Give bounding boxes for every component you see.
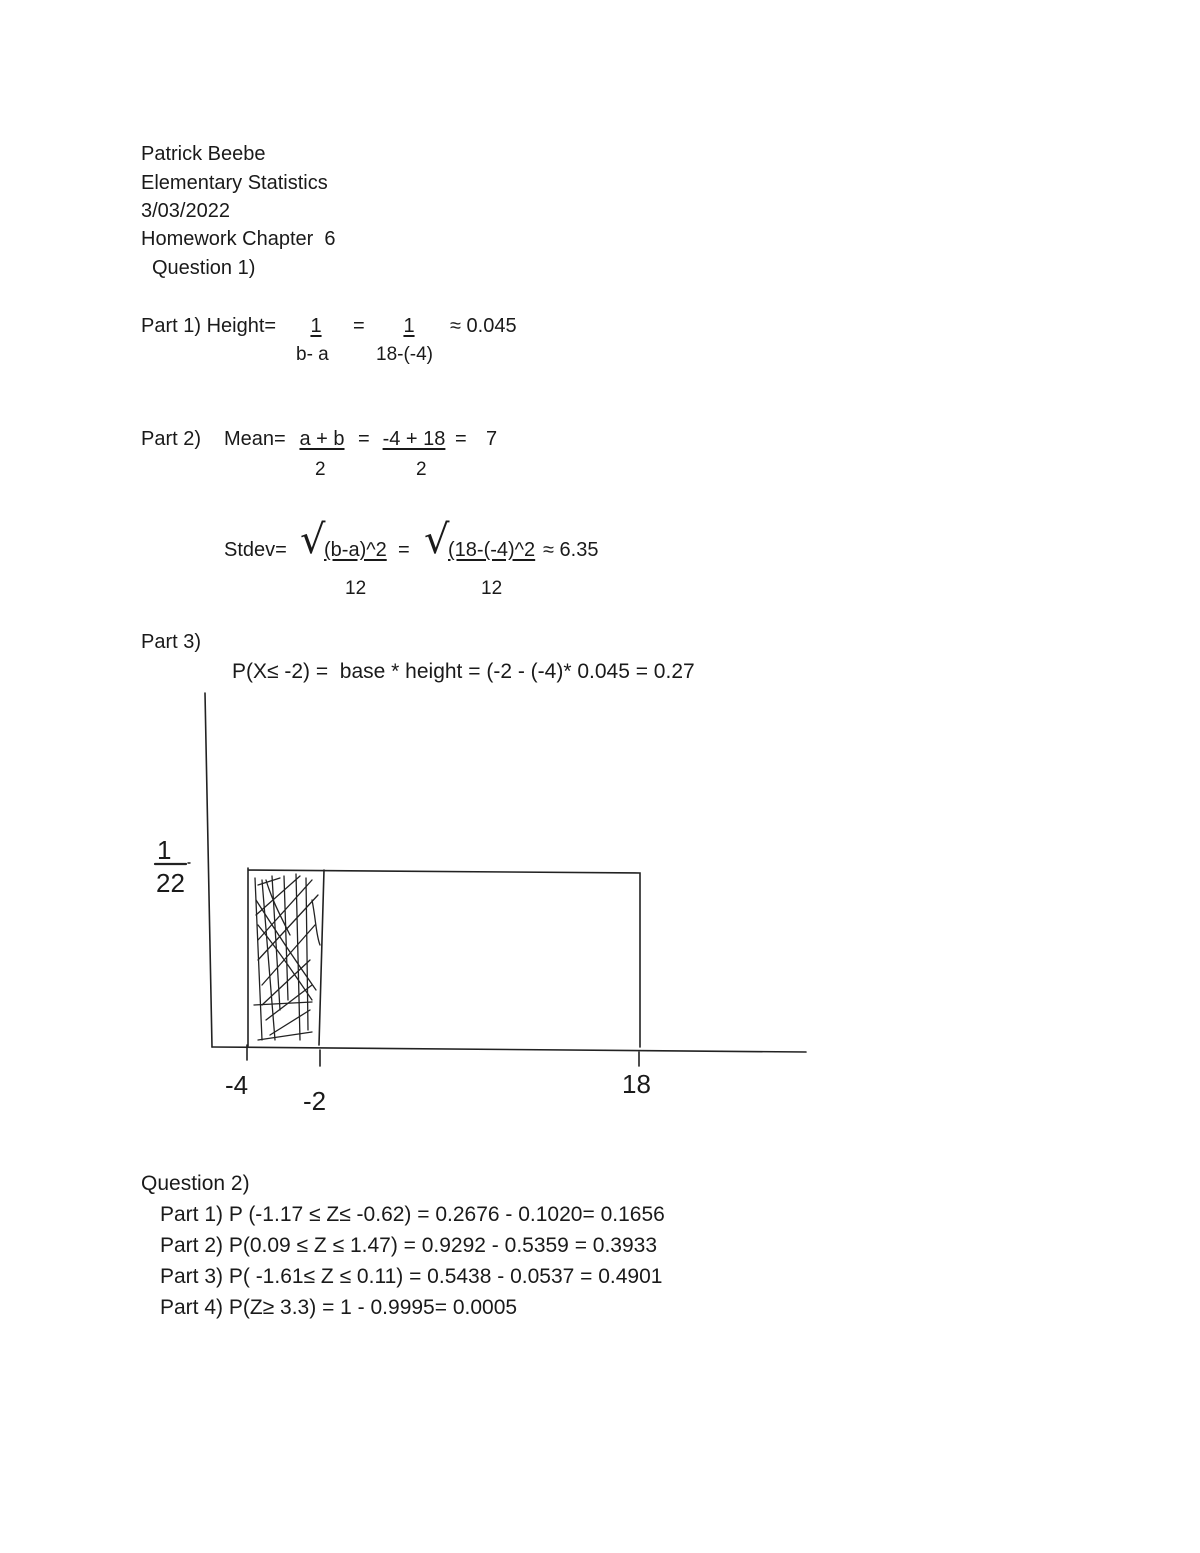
q2-part-3: Part 3) P( -1.61≤ Z ≤ 0.11) = 0.5438 - 0.0537 = 0.4901 bbox=[160, 1265, 663, 1288]
stdev-numerator-1: (b-a)^2 bbox=[324, 539, 387, 561]
mean-result: 7 bbox=[486, 428, 498, 450]
x-tick-label-18: 18 bbox=[622, 1069, 651, 1099]
shaded-scribbles bbox=[254, 874, 320, 1040]
stdev-denominator-1: 12 bbox=[345, 578, 367, 599]
y-label-numerator: 1 bbox=[157, 835, 172, 865]
x-tick-label-minus-4: -4 bbox=[225, 1070, 249, 1100]
stdev-result: ≈ 6.35 bbox=[543, 539, 599, 561]
sqrt-symbol-2: √ bbox=[424, 517, 450, 563]
y-axis bbox=[205, 693, 212, 1047]
student-name: Patrick Beebe bbox=[141, 143, 266, 165]
q2-part-4: Part 4) P(Z≥ 3.3) = 1 - 0.9995= 0.0005 bbox=[160, 1296, 518, 1319]
stdev-denominator-2: 12 bbox=[481, 578, 503, 599]
part2-label: Part 2) bbox=[141, 428, 202, 450]
part1-numerator-1: 1 bbox=[310, 315, 322, 337]
stdev-label: Stdev= bbox=[224, 539, 287, 561]
y-label-denominator: 22 bbox=[156, 868, 185, 898]
course-name: Elementary Statistics bbox=[141, 172, 328, 194]
question-1-title: Question 1) bbox=[152, 257, 256, 279]
date: 3/03/2022 bbox=[141, 200, 230, 222]
part3-label: Part 3) bbox=[141, 631, 202, 653]
mean-denominator-1: 2 bbox=[315, 459, 326, 480]
q2-part-1: Part 1) P (-1.17 ≤ Z≤ -0.62) = 0.2676 - 0.1020= 0.1656 bbox=[160, 1203, 665, 1226]
stdev-equals: = bbox=[398, 539, 410, 561]
mean-label: Mean= bbox=[224, 428, 286, 450]
part1-result: ≈ 0.045 bbox=[450, 315, 517, 337]
mean-equals-1: = bbox=[358, 428, 370, 450]
part3-formula: P(X≤ -2) = base * height = (-2 - (-4)* 0.045 = 0.27 bbox=[232, 660, 695, 683]
mean-numerator-1: a + b bbox=[299, 428, 345, 450]
x-axis bbox=[212, 1047, 806, 1052]
part1-denominator-2: 18-(-4) bbox=[376, 344, 434, 365]
part1-numerator-2: 1 bbox=[403, 315, 415, 337]
mean-equals-2: = bbox=[455, 428, 467, 450]
x-tick-label-minus-2: -2 bbox=[303, 1086, 327, 1116]
mean-numerator-2: -4 + 18 bbox=[382, 428, 446, 450]
assignment-title: Homework Chapter 6 bbox=[141, 228, 336, 250]
part1-denominator-1: b- a bbox=[296, 344, 329, 365]
question-2-title: Question 2) bbox=[141, 1172, 250, 1195]
stdev-numerator-2: (18-(-4)^2 bbox=[448, 539, 536, 561]
q2-part-2: Part 2) P(0.09 ≤ Z ≤ 1.47) = 0.9292 - 0.5359 = 0.3933 bbox=[160, 1234, 658, 1257]
mean-denominator-2: 2 bbox=[416, 459, 427, 480]
part1-equals: = bbox=[353, 315, 365, 337]
part1-label: Part 1) Height= bbox=[141, 315, 277, 337]
shaded-region-boundary bbox=[319, 870, 324, 1045]
sqrt-symbol-1: √ bbox=[300, 517, 326, 563]
